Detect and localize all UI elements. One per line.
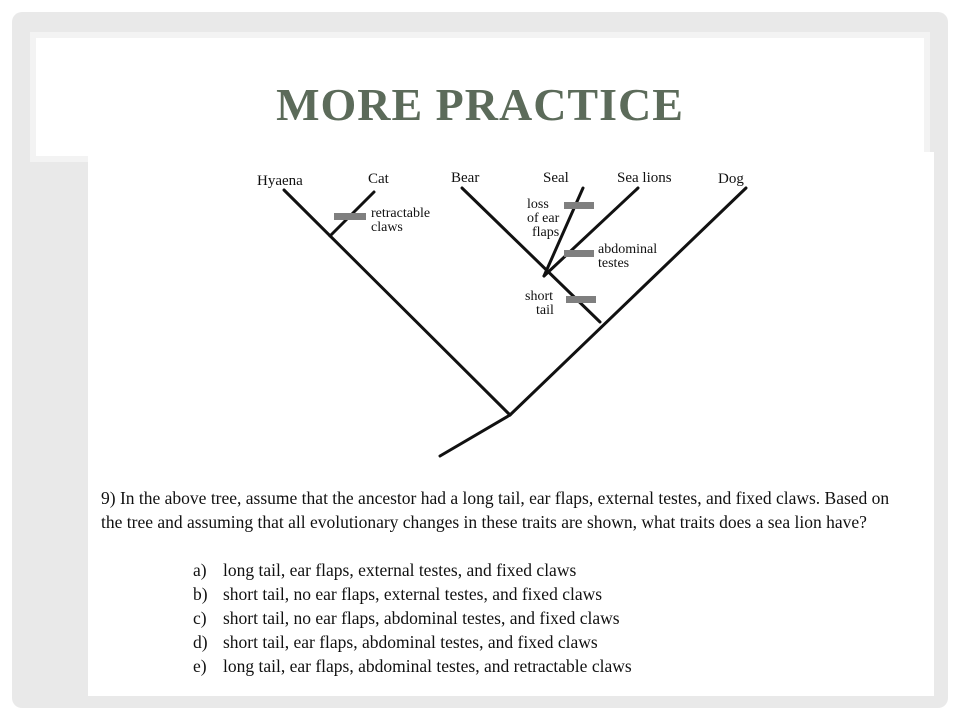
- option-text: short tail, no ear flaps, abdominal testes, and fixed claws: [223, 608, 620, 628]
- taxon-label-bear: Bear: [451, 170, 480, 186]
- trait-bar-retractable-claws: [334, 213, 366, 220]
- option-letter: a): [193, 560, 207, 580]
- option-letter: d): [193, 632, 208, 652]
- taxon-label-dog: Dog: [718, 171, 744, 187]
- title-bar: [30, 32, 930, 162]
- trait-label-flaps: flaps: [532, 225, 560, 240]
- option-text: short tail, no ear flaps, external testes, and fixed claws: [223, 584, 603, 604]
- taxon-label-seal: Seal: [543, 170, 569, 186]
- option-e: [193, 654, 632, 678]
- option-text: long tail, ear flaps, abdominal testes, and retractable claws: [223, 656, 632, 676]
- option-letter: c): [193, 608, 207, 628]
- option-c: [193, 606, 632, 630]
- trait-bar-abdominal-testes: [564, 250, 594, 257]
- trait-label-abdominal: abdominal: [598, 242, 658, 257]
- branch-root-stem: [440, 415, 510, 456]
- taxon-label-cat: Cat: [368, 171, 389, 187]
- answer-options: [193, 558, 632, 678]
- trait-bar-loss-of-ear-flaps: [564, 202, 594, 209]
- taxon-label-hyaena: Hyaena: [257, 173, 303, 189]
- option-a: [193, 558, 632, 582]
- option-text: long tail, ear flaps, external testes, and fixed claws: [223, 560, 577, 580]
- trait-label-claws: claws: [371, 220, 403, 235]
- question-text: 9) In the above tree, assume that the ancestor had a long tail, ear flaps, external testes, and fixed claws. Based on the tree and assuming that all evolutionary changes in these traits are shown, what traits does a sea lion have?: [101, 488, 890, 532]
- option-letter: e): [193, 656, 207, 676]
- phylogenetic-tree: [88, 152, 934, 472]
- trait-label-of-ear: of ear: [527, 211, 560, 226]
- slide-title: MORE PRACTICE: [276, 79, 684, 130]
- trait-bar-short-tail: [566, 296, 596, 303]
- taxon-label-sea-lions: Sea lions: [617, 170, 672, 186]
- option-d: [193, 630, 632, 654]
- trait-label-short: short: [525, 289, 553, 304]
- trait-label-loss: loss: [527, 197, 549, 212]
- trait-label-tail: tail: [536, 303, 554, 318]
- option-letter: b): [193, 584, 208, 604]
- option-text: short tail, ear flaps, abdominal testes, and fixed claws: [223, 632, 598, 652]
- trait-label-retractable: retractable: [371, 206, 431, 221]
- content-panel: [88, 152, 934, 696]
- trait-label-testes: testes: [598, 256, 630, 271]
- option-b: [193, 582, 632, 606]
